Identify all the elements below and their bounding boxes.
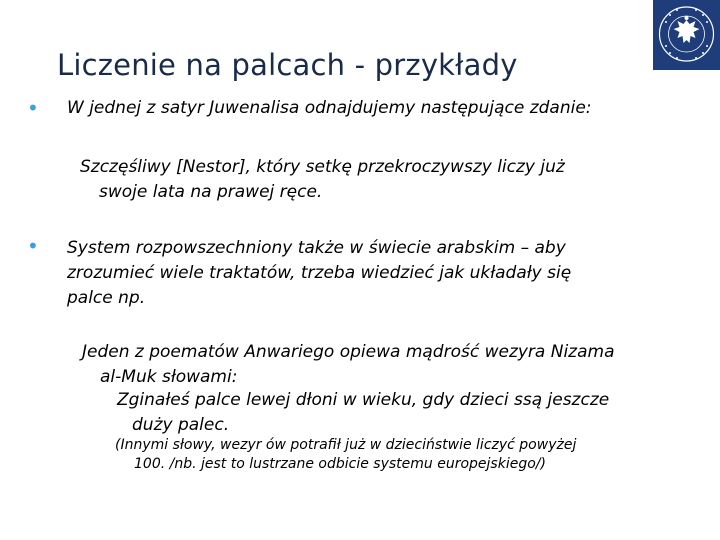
university-logo — [653, 0, 720, 70]
sub-line: al-Muk słowami: — [100, 367, 238, 387]
text-line: System rozpowszechniony także w świecie arabskim – aby — [67, 238, 566, 258]
text-line: zrozumieć wiele traktatów, trzeba wiedzieć jak układały się — [67, 263, 572, 283]
note-line: (Innymi słowy, wezyr ów potrafił już w dzieciństwie liczyć powyżej — [115, 437, 577, 453]
text-line: palce np. — [67, 288, 146, 308]
quote-line: Szczęśliwy [Nestor], który setkę przekroczywszy liczy już — [80, 157, 565, 177]
quote-juvenal — [80, 155, 640, 205]
sub-paragraph-anwari — [82, 340, 662, 390]
explanatory-note — [115, 436, 675, 474]
quote-line: duży palec. — [132, 415, 230, 435]
bullet-dot-1: • — [27, 96, 39, 120]
slide-title: Liczenie na palcach - przykłady — [57, 48, 518, 82]
bullet-dot-2: • — [27, 234, 39, 258]
quote-line: Zginałeś palce lewej dłoni w wieku, gdy dzieci ssą jeszcze — [117, 390, 610, 410]
sub-line: Jeden z poematów Anwariego opiewa mądrość wezyra Nizama — [82, 342, 615, 362]
bullet-text-1: W jednej z satyr Juwenalisa odnajdujemy następujące zdanie: — [67, 98, 592, 118]
quote-line: swoje lata na prawej ręce. — [99, 182, 323, 202]
bullet-text-2 — [67, 236, 647, 311]
note-line: 100. /nb. jest to lustrzane odbicie systemu europejskiego/) — [134, 456, 546, 472]
quote-anwari — [117, 388, 677, 438]
